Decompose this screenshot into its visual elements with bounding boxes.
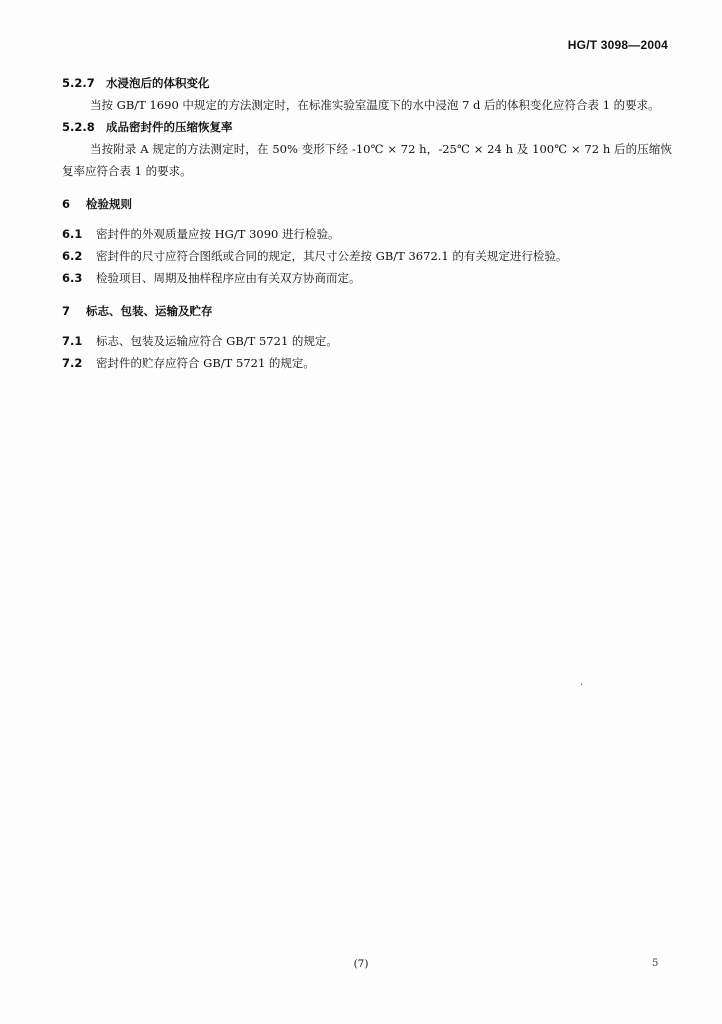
- clause-6-2: [62, 245, 672, 267]
- clause-number: 6.2: [62, 249, 83, 263]
- page-number: (7): [353, 958, 369, 970]
- section-title: 水浸泡后的体积变化: [106, 76, 210, 90]
- clause-text: 密封件的尺寸应符合图纸或合同的规定，其尺寸公差按 GB/T 3672.1 的有关规定进行检验。: [96, 249, 568, 263]
- clause-number: 6.3: [62, 271, 83, 285]
- clause-text: 检验项目、周期及抽样程序应由有关双方协商而定。: [96, 271, 361, 285]
- clause-number: 6.1: [62, 227, 83, 241]
- section-title: 成品密封件的压缩恢复率: [106, 120, 233, 134]
- section-heading-5-2-7: [62, 72, 672, 94]
- clause-7-2: [62, 352, 672, 374]
- clause-7-1: [62, 330, 672, 352]
- chapter-number: 7: [62, 304, 71, 318]
- chapter-number: 6: [62, 197, 71, 211]
- document-body: [62, 72, 672, 374]
- clause-text: 密封件的外观质量应按 HG/T 3090 进行检验。: [96, 227, 340, 241]
- chapter-heading-6: [62, 193, 672, 215]
- chapter-heading-7: [62, 300, 672, 322]
- clause-6-1: [62, 223, 672, 245]
- chapter-title: 检验规则: [86, 197, 132, 211]
- clause-number: 7.2: [62, 356, 83, 370]
- section-number: 5.2.8: [62, 120, 95, 134]
- standard-code: HG/T 3098—2004: [567, 38, 668, 52]
- corner-mark: 5: [652, 958, 659, 969]
- clause-number: 7.1: [62, 334, 83, 348]
- clause-text: 密封件的贮存应符合 GB/T 5721 的规定。: [96, 356, 315, 370]
- section-paragraph-5-2-8: 当按附录 A 规定的方法测定时，在 50% 变形下经 -10℃ × 72 h，-25℃ × 24 h 及 100℃ × 72 h 后的压缩恢复率应符合表 1 的要求。: [62, 142, 672, 178]
- stray-mark: .: [580, 677, 584, 688]
- section-paragraph-5-2-7: 当按 GB/T 1690 中规定的方法测定时，在标准实验室温度下的水中浸泡 7 d 后的体积变化应符合表 1 的要求。: [90, 98, 660, 112]
- section-heading-5-2-8: [62, 116, 672, 138]
- clause-6-3: [62, 267, 672, 289]
- clause-text: 标志、包装及运输应符合 GB/T 5721 的规定。: [96, 334, 338, 348]
- section-number: 5.2.7: [62, 76, 95, 90]
- chapter-title: 标志、包装、运输及贮存: [86, 304, 213, 318]
